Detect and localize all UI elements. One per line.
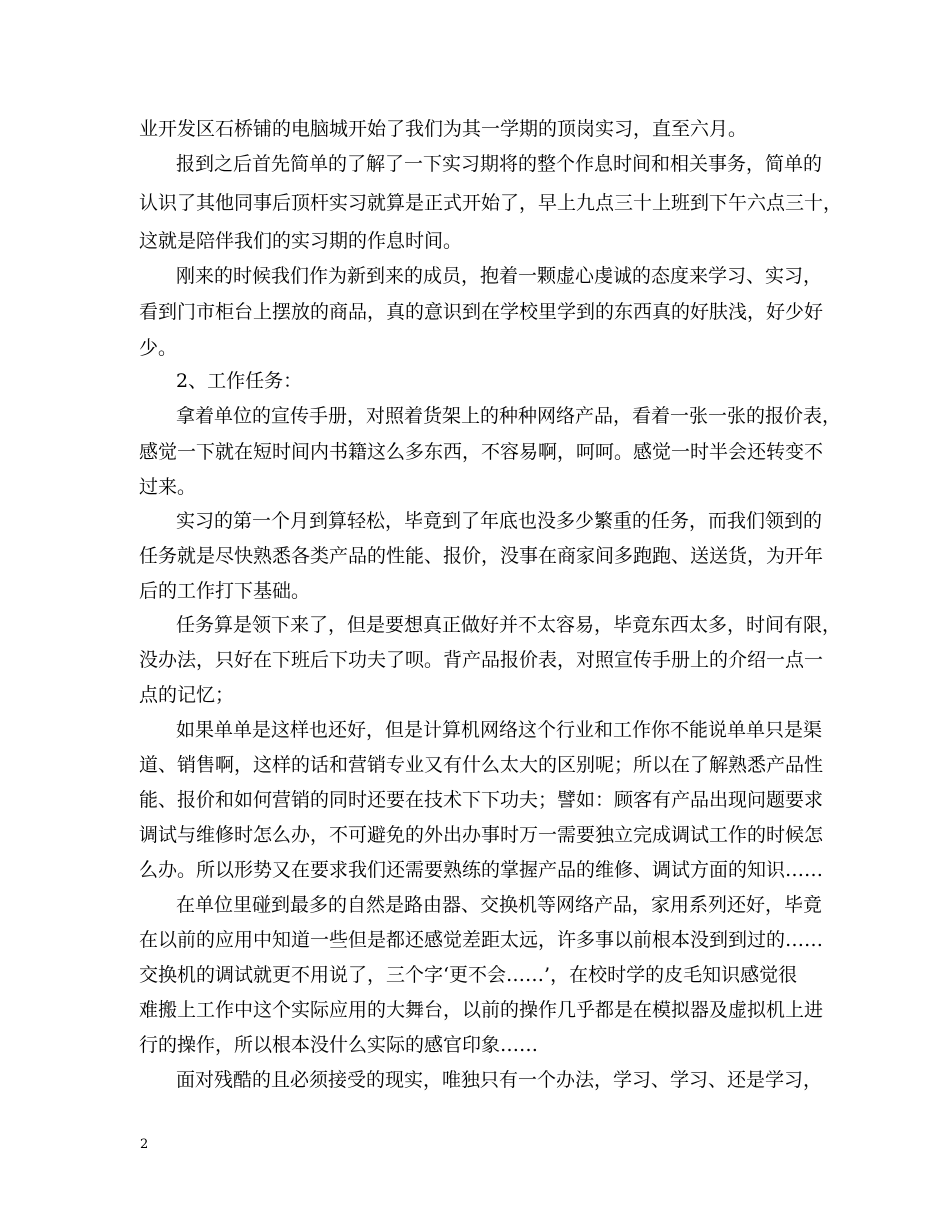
text-line: 后的工作打下基础。	[139, 580, 311, 602]
text-line: 能、报价和如何营销的同时还要在技术下下功夫；譬如：顾客有产品出现问题要求	[139, 789, 824, 811]
text-line: 难搬上工作中这个实际应用的大舞台，以前的操作几乎都是在模拟器及虚拟机上进	[139, 999, 824, 1021]
text-line: 业开发区石桥铺的电脑城开始了我们为其一学期的顶岗实习，直至六月。	[139, 118, 748, 140]
text-line: 实习的第一个月到算轻松，毕竟到了年底也没多少繁重的任务，而我们领到的	[176, 510, 823, 532]
section-heading: 2、工作任务：	[176, 370, 303, 392]
text-line: 在以前的应用中知道一些但是都还感觉差距太远，许多事以前根本没到到过的……	[139, 929, 824, 951]
text-line: 点的记忆；	[139, 684, 235, 706]
page-number: 2	[140, 1137, 149, 1152]
text-line: 刚来的时候我们作为新到来的成员，抱着一颗虚心虔诚的态度来学习、实习，	[176, 265, 823, 287]
text-line: 认识了其他同事后顶杆实习就算是正式开始了，早上九点三十上班到下午六点三十，	[139, 192, 843, 214]
text-line: 少。	[139, 337, 178, 359]
text-line: 没办法，只好在下班后下功夫了呗。背产品报价表，对照宣传手册上的介绍一点一	[139, 649, 824, 671]
text-line: 任务算是领下来了，但是要想真正做好并不太容易，毕竟东西太多，时间有限，	[176, 614, 842, 636]
text-line: 报到之后首先简单的了解了一下实习期将的整个作息时间和相关事务，简单的	[176, 153, 823, 175]
text-line: 交换机的调试就更不用说了，三个字‘更不会……’，在校时学的皮毛知识感觉很	[139, 964, 798, 986]
text-line: 调试与维修时怎么办，不可避免的外出办事时万一需要独立完成调试工作的时候怎	[139, 824, 824, 846]
text-line: 过来。	[139, 476, 197, 498]
text-line: 这就是陪伴我们的实习期的作息时间。	[139, 230, 463, 252]
text-line: 如果单单是这样也还好，但是计算机网络这个行业和工作你不能说单单只是渠	[176, 719, 823, 741]
text-line: 道、销售啊，这样的话和营销专业又有什么太大的区别呢；所以在了解熟悉产品性	[139, 754, 824, 776]
text-line: 看到门市柜台上摆放的商品，真的意识到在学校里学到的东西真的好肤浅，好少好	[139, 301, 824, 323]
text-line: 在单位里碰到最多的自然是路由器、交换机等网络产品，家用系列还好，毕竟	[176, 894, 823, 916]
text-line: 拿着单位的宣传手册，对照着货架上的种种网络产品，看着一张一张的报价表，	[176, 405, 842, 427]
text-line: 任务就是尽快熟悉各类产品的性能、报价，没事在商家间多跑跑、送送货，为开年	[139, 545, 824, 567]
text-line: 么办。所以形势又在要求我们还需要熟练的掌握产品的维修、调试方面的知识……	[139, 859, 824, 881]
text-line: 面对残酷的且必须接受的现实，唯独只有一个办法，学习、学习、还是学习，	[176, 1069, 823, 1091]
text-line: 行的操作，所以根本没什么实际的感官印象……	[139, 1034, 539, 1056]
text-line: 感觉一下就在短时间内书籍这么多东西，不容易啊，呵呵。感觉一时半会还转变不	[139, 441, 824, 463]
